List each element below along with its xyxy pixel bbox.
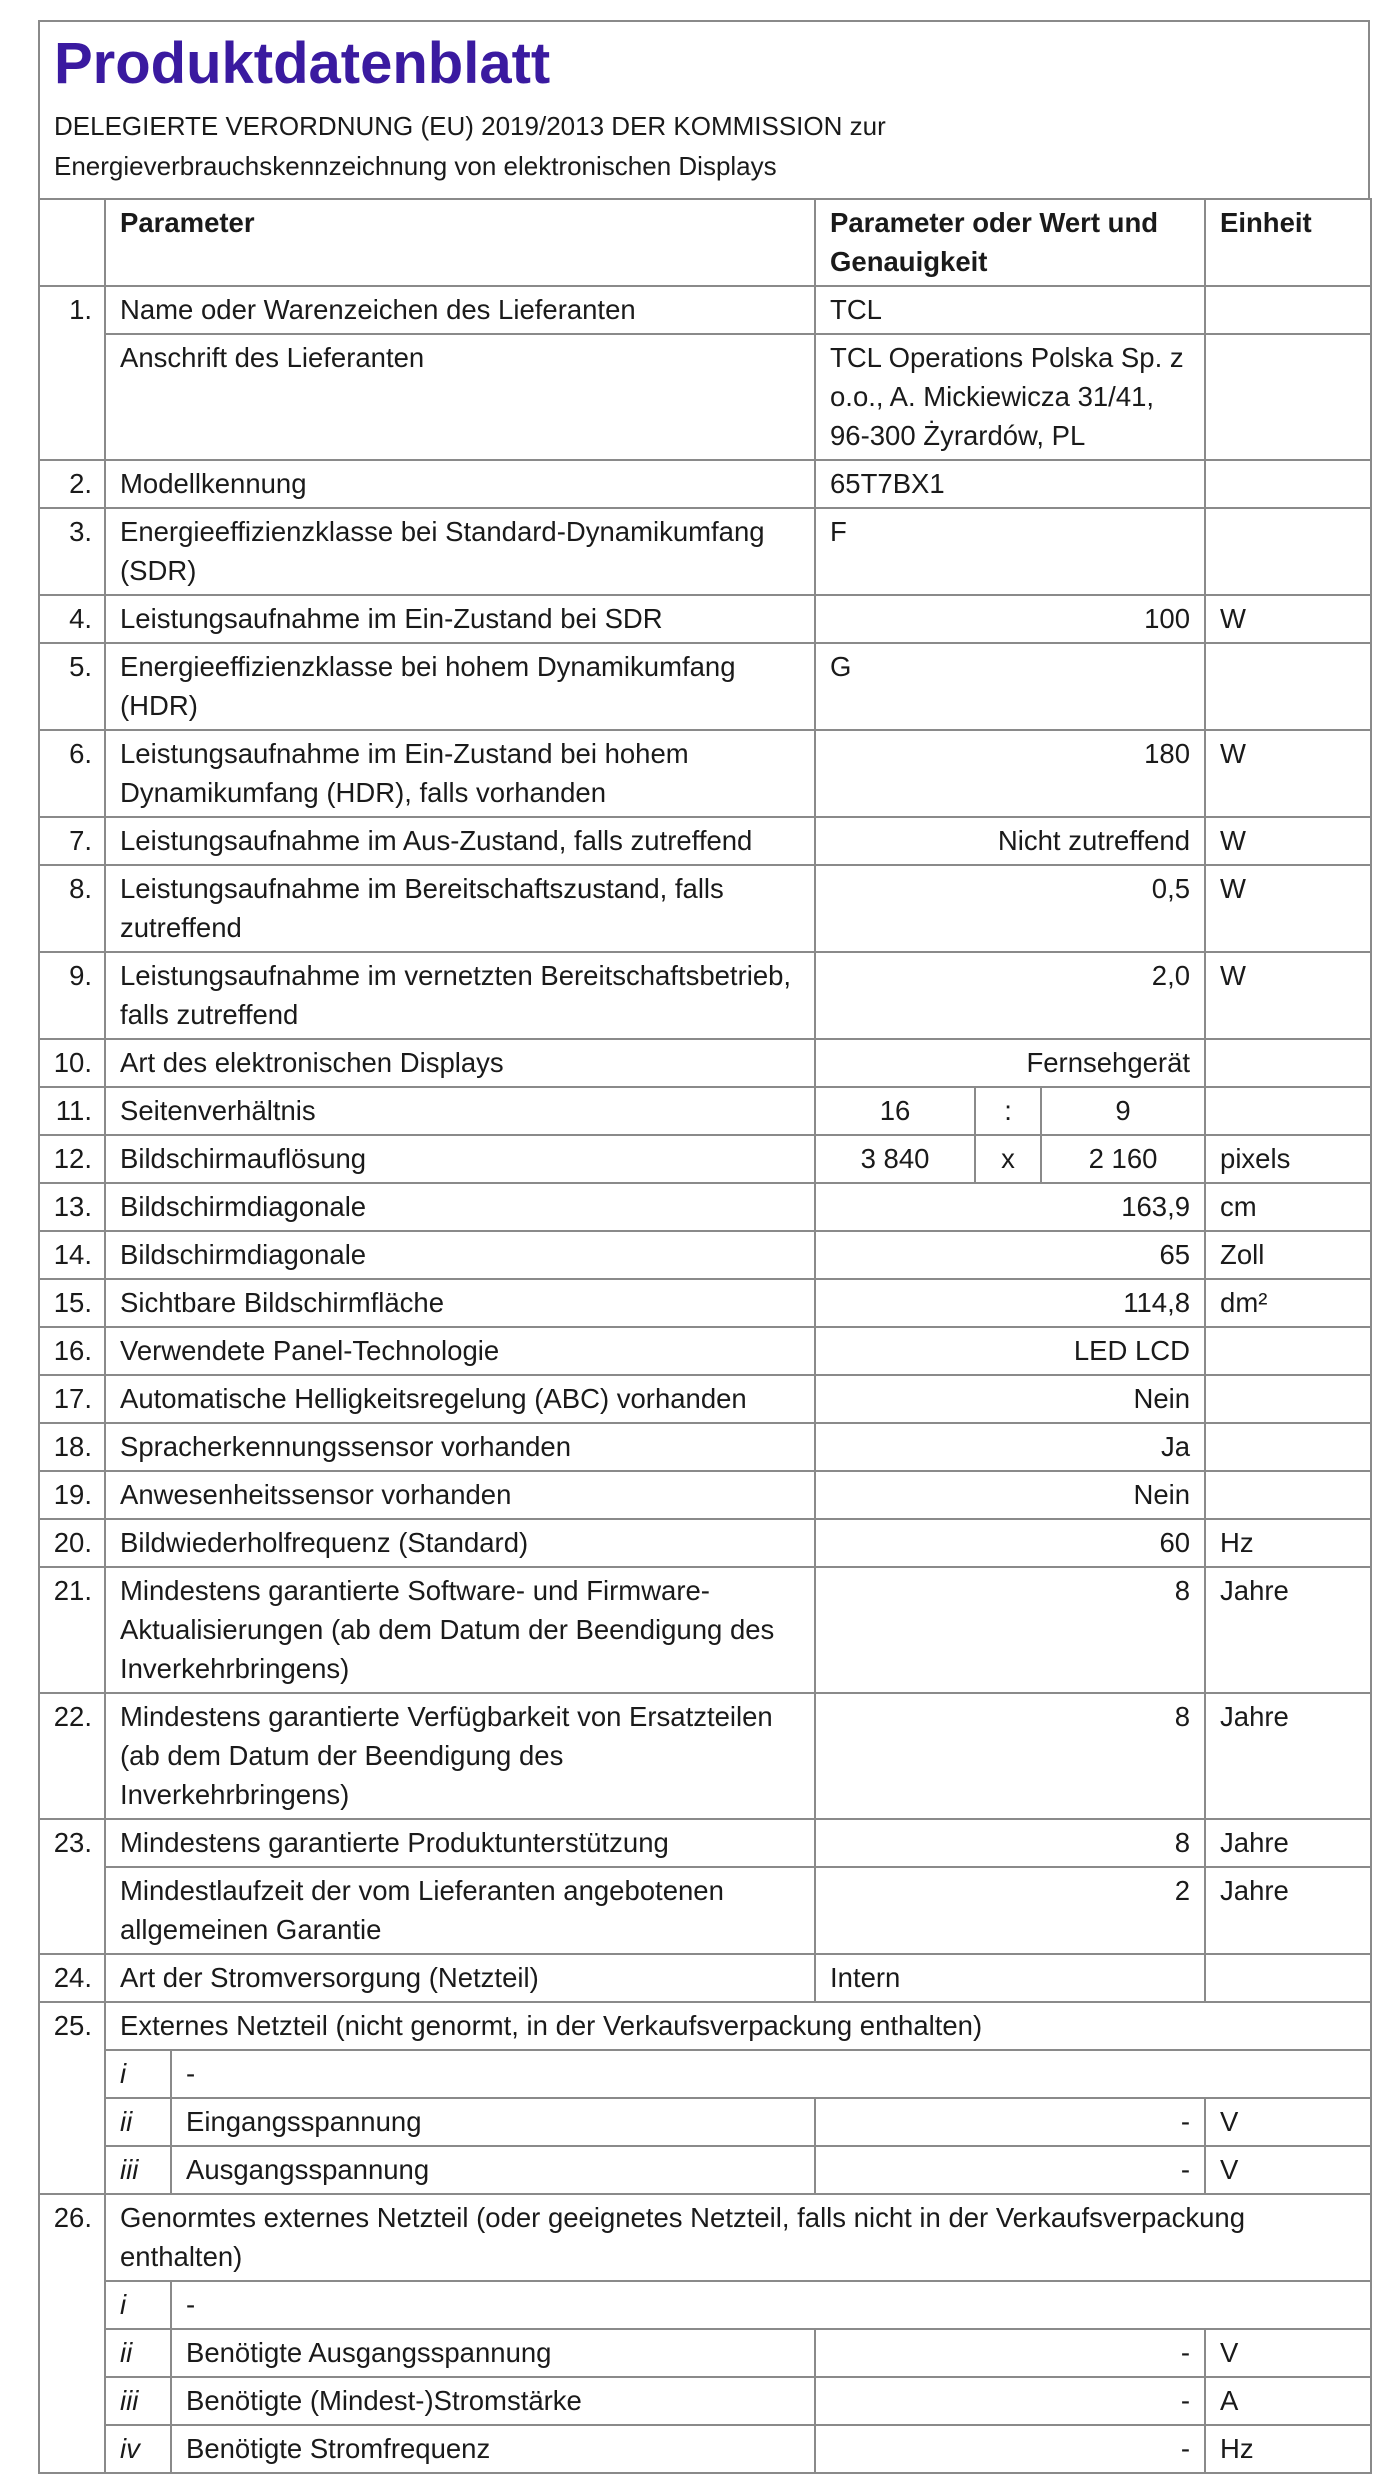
parameter-unit: cm xyxy=(1205,1183,1371,1231)
table-row xyxy=(39,2050,1371,2098)
parameter-label: Leistungsaufnahme im Bereitschaftszustand, falls zutreffend xyxy=(105,865,815,952)
parameter-label: Art der Stromversorgung (Netzteil) xyxy=(105,1954,815,2002)
parameter-unit: Jahre xyxy=(1205,1867,1371,1954)
parameter-value: 0,5 xyxy=(815,865,1205,952)
row-number xyxy=(39,2329,105,2377)
row-number xyxy=(39,2050,105,2098)
unit-header: Einheit xyxy=(1205,199,1371,286)
resolution-width: 3 840 xyxy=(815,1135,975,1183)
table-row xyxy=(39,1693,1371,1819)
table-row xyxy=(39,2098,1371,2146)
regulation-subtitle: DELEGIERTE VERORDNUNG (EU) 2019/2013 DER KOMMISSION zur Energieverbrauchskennzeichnung von elektronischen Displays xyxy=(54,111,886,181)
parameter-label: Bildschirmdiagonale xyxy=(105,1183,815,1231)
parameter-label: Bildschirmdiagonale xyxy=(105,1231,815,1279)
table-row xyxy=(39,595,1371,643)
parameter-value: - xyxy=(815,2146,1205,2194)
parameter-unit: V xyxy=(1205,2329,1371,2377)
row-number: 25. xyxy=(39,2002,105,2050)
table-row xyxy=(39,2146,1371,2194)
parameter-label: Benötigte Stromfrequenz xyxy=(171,2425,815,2473)
table-row xyxy=(39,2281,1371,2329)
sub-index: iv xyxy=(105,2425,171,2473)
parameter-unit: V xyxy=(1205,2098,1371,2146)
parameter-unit: Jahre xyxy=(1205,1819,1371,1867)
row-number: 23. xyxy=(39,1819,105,1867)
table-row xyxy=(39,1135,1371,1183)
row-number: 13. xyxy=(39,1183,105,1231)
parameter-value: Nein xyxy=(815,1471,1205,1519)
parameter-label: Energieeffizienzklasse bei Standard-Dynamikumfang (SDR) xyxy=(105,508,815,595)
parameter-label: Eingangsspannung xyxy=(171,2098,815,2146)
parameter-unit: A xyxy=(1205,2377,1371,2425)
aspect-ratio-height: 9 xyxy=(1041,1087,1205,1135)
resolution-separator: x xyxy=(975,1135,1041,1183)
value-header: Parameter oder Wert und Genauigkeit xyxy=(815,199,1205,286)
row-number: 19. xyxy=(39,1471,105,1519)
parameter-value: 8 xyxy=(815,1693,1205,1819)
row-number: 1. xyxy=(39,286,105,334)
sub-index: ii xyxy=(105,2098,171,2146)
table-header-row xyxy=(39,199,1371,286)
row-number xyxy=(39,2146,105,2194)
section-label: Genormtes externes Netzteil (oder geeignetes Netzteil, falls nicht in der Verkaufsverpackung enthalten) xyxy=(105,2194,1371,2281)
table-row xyxy=(39,1039,1371,1087)
table-row xyxy=(39,1279,1371,1327)
parameter-label: - xyxy=(171,2281,1371,2329)
table-row xyxy=(39,643,1371,730)
parameter-unit xyxy=(1205,286,1371,334)
row-number: 10. xyxy=(39,1039,105,1087)
sub-index: iii xyxy=(105,2146,171,2194)
parameter-table xyxy=(38,198,1372,2474)
table-row xyxy=(39,1423,1371,1471)
parameter-value: LED LCD xyxy=(815,1327,1205,1375)
parameter-unit xyxy=(1205,334,1371,460)
table-row xyxy=(39,1867,1371,1954)
parameter-value: 8 xyxy=(815,1567,1205,1693)
parameter-label: Mindestens garantierte Produktunterstützung xyxy=(105,1819,815,1867)
parameter-value: 180 xyxy=(815,730,1205,817)
row-number xyxy=(39,2425,105,2473)
parameter-value: 100 xyxy=(815,595,1205,643)
resolution-height: 2 160 xyxy=(1041,1135,1205,1183)
parameter-unit: W xyxy=(1205,952,1371,1039)
parameter-value: 60 xyxy=(815,1519,1205,1567)
parameter-value: 114,8 xyxy=(815,1279,1205,1327)
parameter-label: Art des elektronischen Displays xyxy=(105,1039,815,1087)
parameter-label: Mindestlaufzeit der vom Lieferanten angebotenen allgemeinen Garantie xyxy=(105,1867,815,1954)
row-number: 14. xyxy=(39,1231,105,1279)
parameter-label: Leistungsaufnahme im Ein-Zustand bei SDR xyxy=(105,595,815,643)
parameter-label: Name oder Warenzeichen des Lieferanten xyxy=(105,286,815,334)
parameter-unit xyxy=(1205,1039,1371,1087)
row-number xyxy=(39,2377,105,2425)
parameter-unit: dm² xyxy=(1205,1279,1371,1327)
section-label: Externes Netzteil (nicht genormt, in der Verkaufsverpackung enthalten) xyxy=(105,2002,1371,2050)
parameter-unit: W xyxy=(1205,817,1371,865)
row-number xyxy=(39,2098,105,2146)
row-number: 2. xyxy=(39,460,105,508)
parameter-unit xyxy=(1205,460,1371,508)
parameter-value: - xyxy=(815,2329,1205,2377)
row-number: 9. xyxy=(39,952,105,1039)
table-row xyxy=(39,952,1371,1039)
table-row xyxy=(39,1327,1371,1375)
row-number xyxy=(39,334,105,460)
sub-index: i xyxy=(105,2050,171,2098)
table-row xyxy=(39,1183,1371,1231)
parameter-label: Automatische Helligkeitsregelung (ABC) vorhanden xyxy=(105,1375,815,1423)
row-number: 16. xyxy=(39,1327,105,1375)
parameter-label: Bildschirmauflösung xyxy=(105,1135,815,1183)
parameter-label: Benötigte (Mindest-)Stromstärke xyxy=(171,2377,815,2425)
table-row xyxy=(39,286,1371,334)
parameter-label: Verwendete Panel-Technologie xyxy=(105,1327,815,1375)
parameter-label: Modellkennung xyxy=(105,460,815,508)
parameter-unit: Hz xyxy=(1205,2425,1371,2473)
table-row xyxy=(39,1819,1371,1867)
parameter-unit: Hz xyxy=(1205,1519,1371,1567)
row-number: 22. xyxy=(39,1693,105,1819)
table-row xyxy=(39,865,1371,952)
row-number: 5. xyxy=(39,643,105,730)
parameter-value: 163,9 xyxy=(815,1183,1205,1231)
row-number: 20. xyxy=(39,1519,105,1567)
parameter-label: Mindestens garantierte Verfügbarkeit von Ersatzteilen (ab dem Datum der Beendigung des Inverkehrbringens) xyxy=(105,1693,815,1819)
parameter-unit: W xyxy=(1205,865,1371,952)
row-number: 18. xyxy=(39,1423,105,1471)
table-row xyxy=(39,1567,1371,1693)
row-number xyxy=(39,2281,105,2329)
parameter-unit xyxy=(1205,1471,1371,1519)
parameter-unit: Zoll xyxy=(1205,1231,1371,1279)
row-number: 21. xyxy=(39,1567,105,1693)
sheet-header xyxy=(38,20,1370,198)
parameter-value: 2 xyxy=(815,1867,1205,1954)
parameter-label: Leistungsaufnahme im vernetzten Bereitschaftsbetrieb, falls zutreffend xyxy=(105,952,815,1039)
parameter-label: Seitenverhältnis xyxy=(105,1087,815,1135)
table-row xyxy=(39,2329,1371,2377)
parameter-value: Ja xyxy=(815,1423,1205,1471)
parameter-unit: W xyxy=(1205,730,1371,817)
parameter-label: Spracherkennungssensor vorhanden xyxy=(105,1423,815,1471)
table-row xyxy=(39,2377,1371,2425)
table-row xyxy=(39,1087,1371,1135)
table-row xyxy=(39,730,1371,817)
parameter-label: Anwesenheitssensor vorhanden xyxy=(105,1471,815,1519)
aspect-ratio-width: 16 xyxy=(815,1087,975,1135)
sub-index: ii xyxy=(105,2329,171,2377)
page-title: Produktdatenblatt xyxy=(54,31,551,96)
parameter-value: 65 xyxy=(815,1231,1205,1279)
row-number: 12. xyxy=(39,1135,105,1183)
aspect-ratio-separator: : xyxy=(975,1087,1041,1135)
table-row xyxy=(39,1471,1371,1519)
row-number: 15. xyxy=(39,1279,105,1327)
parameter-unit xyxy=(1205,1423,1371,1471)
table-row xyxy=(39,1519,1371,1567)
row-number: 4. xyxy=(39,595,105,643)
sub-index: iii xyxy=(105,2377,171,2425)
parameter-label: Bildwiederholfrequenz (Standard) xyxy=(105,1519,815,1567)
parameter-label: Anschrift des Lieferanten xyxy=(105,334,815,460)
parameter-label: Benötigte Ausgangsspannung xyxy=(171,2329,815,2377)
parameter-label: Sichtbare Bildschirmfläche xyxy=(105,1279,815,1327)
parameter-unit xyxy=(1205,1375,1371,1423)
row-number: 3. xyxy=(39,508,105,595)
parameter-value: - xyxy=(815,2098,1205,2146)
parameter-unit: Jahre xyxy=(1205,1567,1371,1693)
table-row xyxy=(39,460,1371,508)
parameter-value: F xyxy=(815,508,1205,595)
parameter-value: Fernsehgerät xyxy=(815,1039,1205,1087)
parameter-value: - xyxy=(815,2377,1205,2425)
parameter-label: Energieeffizienzklasse bei hohem Dynamikumfang (HDR) xyxy=(105,643,815,730)
table-row xyxy=(39,817,1371,865)
parameter-value: Nein xyxy=(815,1375,1205,1423)
table-row xyxy=(39,2002,1371,2050)
parameter-value: G xyxy=(815,643,1205,730)
sub-index: i xyxy=(105,2281,171,2329)
parameter-unit xyxy=(1205,1087,1371,1135)
product-data-sheet xyxy=(38,20,1370,2474)
parameter-unit: pixels xyxy=(1205,1135,1371,1183)
table-row xyxy=(39,1954,1371,2002)
row-number-header xyxy=(39,199,105,286)
parameter-unit: Jahre xyxy=(1205,1693,1371,1819)
row-number: 7. xyxy=(39,817,105,865)
parameter-unit xyxy=(1205,508,1371,595)
row-number: 26. xyxy=(39,2194,105,2281)
parameter-value: 2,0 xyxy=(815,952,1205,1039)
table-row xyxy=(39,334,1371,460)
table-row xyxy=(39,2194,1371,2281)
parameter-label: - xyxy=(171,2050,1371,2098)
parameter-unit xyxy=(1205,1327,1371,1375)
parameter-unit: W xyxy=(1205,595,1371,643)
parameter-label: Mindestens garantierte Software- und Firmware-Aktualisierungen (ab dem Datum der Beendigung des Inverkehrbringens) xyxy=(105,1567,815,1693)
parameter-value: TCL Operations Polska Sp. z o.o., A. Mickiewicza 31/41, 96-300 Żyrardów, PL xyxy=(815,334,1205,460)
row-number: 11. xyxy=(39,1087,105,1135)
table-row xyxy=(39,2425,1371,2473)
parameter-unit xyxy=(1205,643,1371,730)
row-number: 8. xyxy=(39,865,105,952)
parameter-header: Parameter xyxy=(105,199,815,286)
parameter-unit: V xyxy=(1205,2146,1371,2194)
parameter-value: 8 xyxy=(815,1819,1205,1867)
row-number: 6. xyxy=(39,730,105,817)
parameter-value: Intern xyxy=(815,1954,1205,2002)
parameter-value: - xyxy=(815,2425,1205,2473)
row-number xyxy=(39,1867,105,1954)
parameter-label: Ausgangsspannung xyxy=(171,2146,815,2194)
parameter-value: Nicht zutreffend xyxy=(815,817,1205,865)
row-number: 17. xyxy=(39,1375,105,1423)
table-row xyxy=(39,1375,1371,1423)
parameter-label: Leistungsaufnahme im Aus-Zustand, falls zutreffend xyxy=(105,817,815,865)
parameter-unit xyxy=(1205,1954,1371,2002)
table-row xyxy=(39,1231,1371,1279)
row-number: 24. xyxy=(39,1954,105,2002)
parameter-label: Leistungsaufnahme im Ein-Zustand bei hohem Dynamikumfang (HDR), falls vorhanden xyxy=(105,730,815,817)
parameter-value: TCL xyxy=(815,286,1205,334)
parameter-value: 65T7BX1 xyxy=(815,460,1205,508)
table-row xyxy=(39,508,1371,595)
